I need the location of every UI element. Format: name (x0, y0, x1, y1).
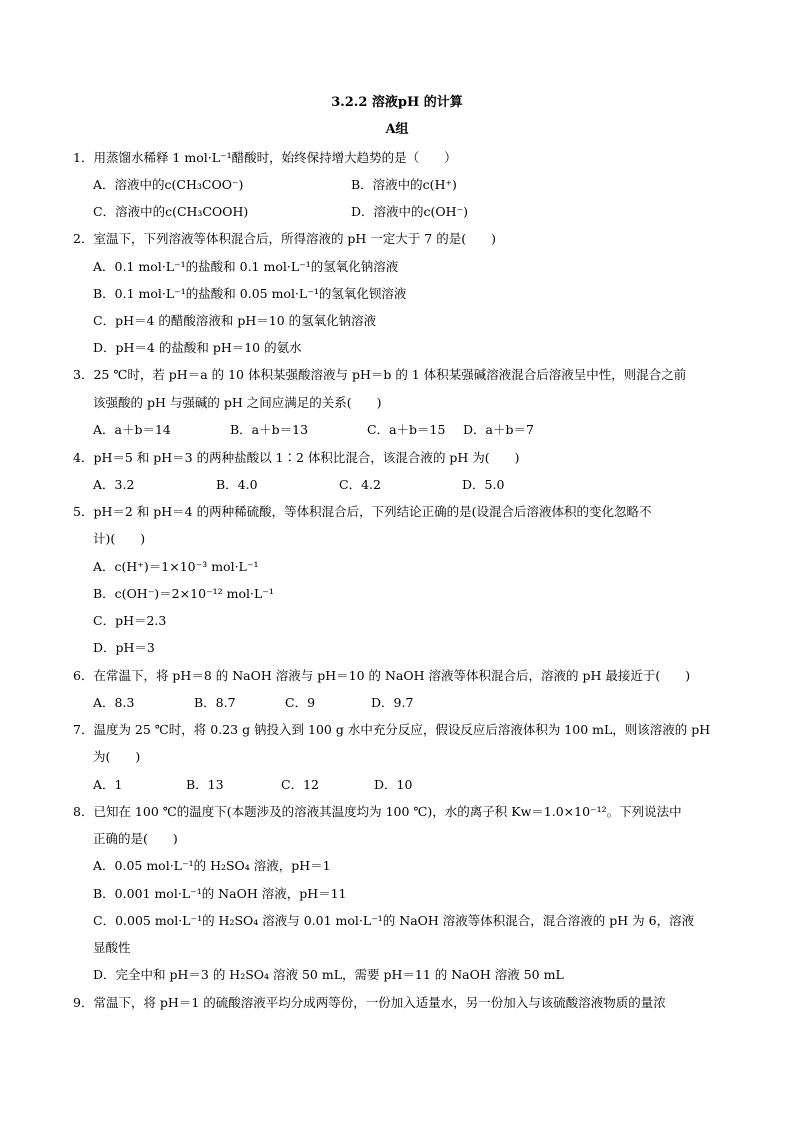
question-7-options (93, 776, 412, 794)
option-c: C．4.2 (339, 477, 381, 492)
question-5-stem: 5．pH＝2 和 pH＝4 的两种稀硫酸，等体积混合后，下列结论正确的是(设混合后溶液体积的变化忽略不 (73, 504, 652, 519)
question-6-options (93, 694, 413, 712)
option-b: B．a＋b＝13 (230, 422, 309, 437)
option-d: D．9.7 (371, 695, 414, 710)
question-1-options-row-2 (93, 203, 468, 221)
option-c: C．0.005 mol·L⁻¹的 H₂SO₄ 溶液与 0.01 mol·L⁻¹的 NaOH 溶液等体积混合，混合溶液的 pH 为 6，溶液 (93, 913, 695, 928)
question-3-stem: 3．25 ℃时，若 pH＝a 的 10 体积某强酸溶液与 pH＝b 的 1 体积某强碱溶液混合后溶液呈中性，则混合之前 (73, 367, 687, 382)
option-a: A．0.1 mol·L⁻¹的盐酸和 0.1 mol·L⁻¹的氢氧化钠溶液 (93, 259, 399, 274)
option-b: B．溶液中的c(H⁺) (351, 177, 457, 192)
option-b: B．c(OH⁻)＝2×10⁻¹² mol·L⁻¹ (93, 586, 274, 601)
option-a: A．0.05 mol·L⁻¹的 H₂SO₄ 溶液，pH＝1 (93, 858, 331, 873)
question-4-options (93, 476, 504, 494)
option-c: C．pH＝2.3 (93, 613, 167, 628)
question-8-stem-cont: 正确的是( ) (93, 831, 178, 846)
option-d: D．完全中和 pH＝3 的 H₂SO₄ 溶液 50 mL，需要 pH＝11 的 NaOH 溶液 50 mL (93, 967, 564, 982)
option-c: C．12 (281, 777, 319, 792)
option-b: B．0.1 mol·L⁻¹的盐酸和 0.05 mol·L⁻¹的氢氧化钡溶液 (93, 286, 407, 301)
option-d: D．5.0 (462, 477, 505, 492)
option-d: D．a＋b＝7 (463, 422, 534, 437)
question-1-stem: 1．用蒸馏水稀释 1 mol·L⁻¹醋酸时，始终保持增大趋势的是（ ） (73, 150, 457, 165)
question-5-stem-cont: 计)( ) (93, 531, 146, 546)
question-7-stem-cont: 为( ) (93, 749, 141, 764)
question-9-stem: 9．常温下，将 pH＝1 的硫酸溶液平均分成两等份，一份加入适量水，另一份加入与该硫酸溶液物质的量浓 (73, 995, 666, 1010)
page-title: 3.2.2 溶液pH 的计算 (331, 95, 463, 110)
option-c: C．pH＝4 的醋酸溶液和 pH＝10 的氢氧化钠溶液 (93, 313, 377, 328)
option-d: D．溶液中的c(OH⁻) (351, 204, 469, 219)
option-a: A．a＋b＝14 (93, 422, 171, 437)
option-b: B．0.001 mol·L⁻¹的 NaOH 溶液，pH＝11 (93, 886, 347, 901)
question-8-stem: 8．已知在 100 ℃的温度下(本题涉及的溶液其温度均为 100 ℃)，水的离子积 Kw＝1.0×10⁻¹²。下列说法中 (73, 804, 682, 819)
question-4-stem: 4．pH＝5 和 pH＝3 的两种盐酸以 1∶2 体积比混合，该混合液的 pH 为( ) (73, 450, 520, 465)
option-a: A．溶液中的c(CH₃COO⁻) (93, 177, 244, 192)
option-c: C．溶液中的c(CH₃COOH) (93, 204, 249, 219)
option-a: A．1 (93, 777, 123, 792)
option-b: B．8.7 (194, 695, 236, 710)
question-3-stem-cont: 该强酸的 pH 与强碱的 pH 之间应满足的关系( ) (93, 395, 382, 410)
question-1-options-row-1 (93, 176, 457, 194)
question-2-stem: 2．室温下，下列溶液等体积混合后，所得溶液的 pH 一定大于 7 的是( ) (73, 231, 496, 246)
option-c-cont: 显酸性 (93, 940, 131, 955)
option-a: A．8.3 (93, 695, 135, 710)
option-b: B．4.0 (216, 477, 258, 492)
option-b: B．13 (186, 777, 224, 792)
option-d: D．10 (374, 777, 413, 792)
option-d: D．pH＝4 的盐酸和 pH＝10 的氨水 (93, 340, 302, 355)
option-d: D．pH＝3 (93, 640, 155, 655)
option-c: C．a＋b＝15 (367, 422, 446, 437)
option-a: A．c(H⁺)＝1×10⁻³ mol·L⁻¹ (93, 559, 259, 574)
option-c: C．9 (285, 695, 316, 710)
question-7-stem: 7．温度为 25 ℃时，将 0.23 g 钠投入到 100 g 水中充分反应，假设反应后溶液体积为 100 mL，则该溶液的 pH (73, 722, 711, 737)
option-a: A．3.2 (93, 477, 135, 492)
group-heading: A组 (385, 122, 409, 137)
question-3-options (93, 421, 534, 439)
question-6-stem: 6．在常温下，将 pH＝8 的 NaOH 溶液与 pH＝10 的 NaOH 溶液等体积混合后，溶液的 pH 最接近于( ) (73, 668, 691, 683)
